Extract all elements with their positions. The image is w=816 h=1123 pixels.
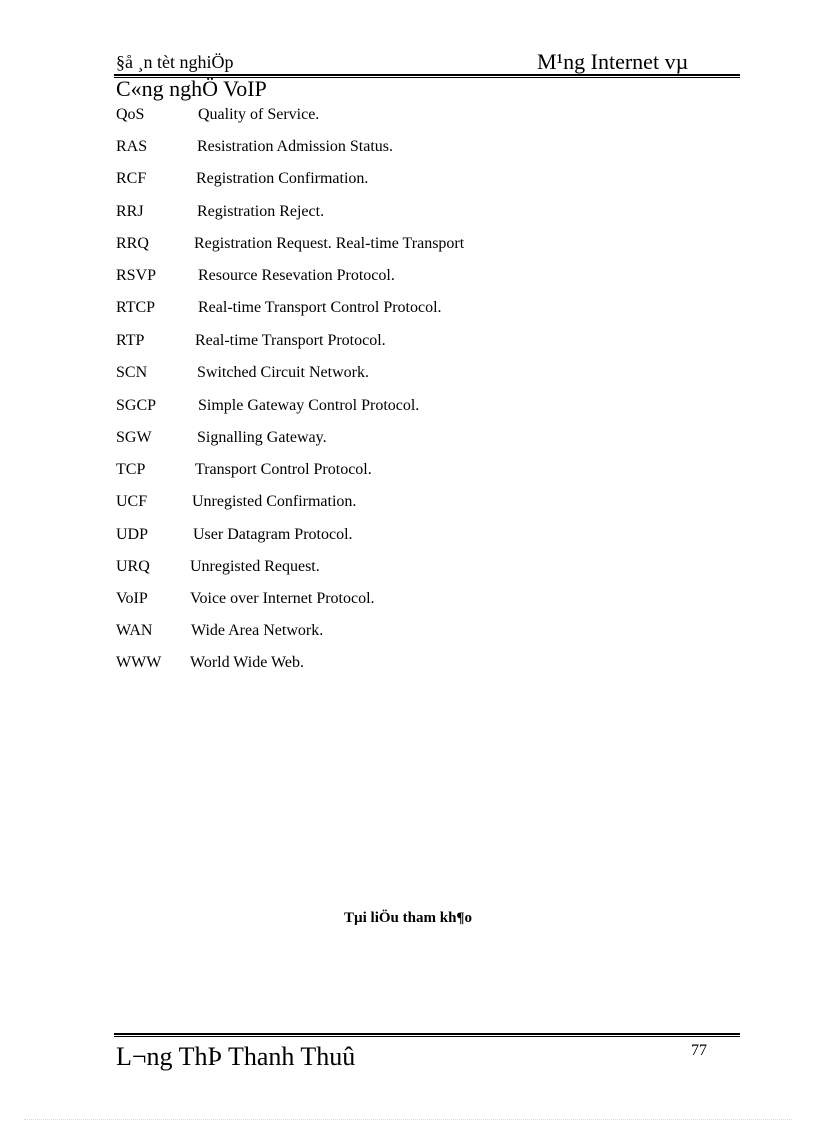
abbreviation-description: Quality of Service. <box>198 106 320 123</box>
abbreviation-description: Switched Circuit Network. <box>197 364 369 381</box>
abbreviation-description: Registration Confirmation. <box>196 170 369 187</box>
abbreviation-term: SGW <box>116 429 152 446</box>
abbreviation-term: RCF <box>116 170 147 187</box>
abbreviation-description: Signalling Gateway. <box>197 429 327 446</box>
abbreviation-term: UCF <box>116 493 148 510</box>
abbreviation-term: RTP <box>116 332 145 349</box>
footer-author-name: L¬ng ThÞ Thanh Thuû <box>116 1042 356 1071</box>
abbreviation-description: Registration Reject. <box>197 203 325 220</box>
page-edge-divider <box>24 1119 792 1120</box>
abbreviation-description: Resistration Admission Status. <box>197 138 394 155</box>
abbreviation-term: UDP <box>116 526 149 543</box>
abbreviation-description: Wide Area Network. <box>191 622 324 639</box>
abbreviation-description: Unregisted Confirmation. <box>192 493 357 510</box>
page-number: 77 <box>691 1042 707 1059</box>
abbreviation-description: Real-time Transport Protocol. <box>195 332 386 349</box>
abbreviation-term: RTCP <box>116 299 156 316</box>
abbreviation-description: User Datagram Protocol. <box>193 526 353 543</box>
abbreviation-term: QoS <box>116 106 145 123</box>
abbreviation-term: SCN <box>116 364 148 381</box>
abbreviation-term: TCP <box>116 461 146 478</box>
abbreviation-term: URQ <box>116 558 150 575</box>
abbreviation-description: Transport Control Protocol. <box>195 461 372 478</box>
abbreviation-description: Simple Gateway Control Protocol. <box>198 397 420 414</box>
abbreviation-description: Real-time Transport Control Protocol. <box>198 299 442 316</box>
header-left-text: §å ¸n tèt nghiÖp <box>116 52 234 72</box>
footer-rule <box>114 1033 740 1037</box>
abbreviation-description: Resource Resevation Protocol. <box>198 267 395 284</box>
abbreviation-term: VoIP <box>116 590 148 607</box>
abbreviation-term: WAN <box>116 622 153 639</box>
header-right-text: M¹ng Internet vµ <box>537 49 689 74</box>
abbreviation-description: Unregisted Request. <box>190 558 320 575</box>
abbreviation-term: RAS <box>116 138 148 155</box>
abbreviation-term: RRJ <box>116 203 144 220</box>
abbreviation-description: Registration Request. Real-time Transport <box>194 235 465 252</box>
header-continuation-text: C«ng nghÖ VoIP <box>116 76 267 101</box>
abbreviation-term: WWW <box>116 654 162 671</box>
abbreviation-term: SGCP <box>116 397 157 414</box>
abbreviation-term: RSVP <box>116 267 157 284</box>
abbreviation-description: Voice over Internet Protocol. <box>190 590 375 607</box>
abbreviation-description: World Wide Web. <box>190 654 304 671</box>
abbreviation-term: RRQ <box>116 235 149 252</box>
references-heading: Tµi liÖu tham kh¶o <box>343 910 473 926</box>
